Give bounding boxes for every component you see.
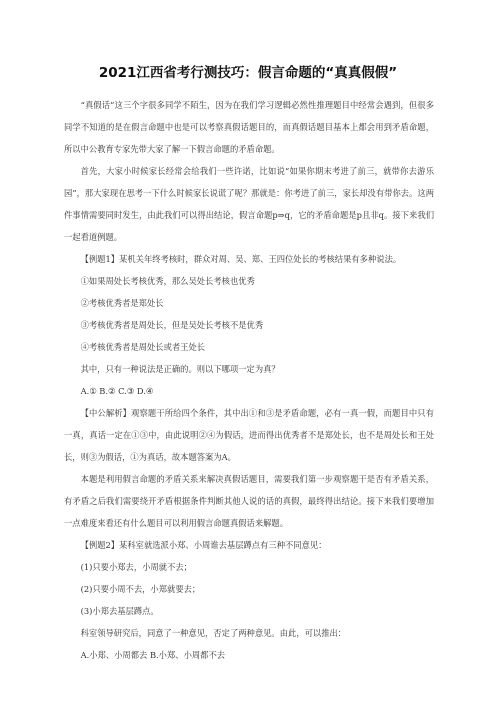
example1-statement-2: ②考核优秀者是郑处长 [80, 298, 164, 308]
example1-analysis: 【中公解析】观察题干所给四个条件，其中出①和③是矛盾命题，必有一真一假，而题目中只有一真，真话一定在①③中，由此说明②④为假话，进而得出优秀者不是郑处长，也不是周处长和王处长，则③为假话，①为真话，故本题答案为A。 [64, 408, 434, 462]
summary-paragraph: 本题是利用假言命题的矛盾关系来解决真假话题目，需要我们第一步观察题干是否有矛盾关系，有矛盾之后我们需要绕开矛盾根据条件判断其他人说的话的真假，最终得出结论。接下来我们要增加一点难度来看还有什么题目可以利用假言命题真假话来解题。 [64, 474, 434, 528]
example2-options: A.小郑、小周都去 B.小郑、小周都不去 [80, 650, 226, 660]
example2-opinion-3: (3)小郑去基层蹲点。 [80, 606, 159, 616]
intro-paragraph: “真假话”这三个字很多同学不陌生，因为在我们学习逻辑必然性推理题目中经常会遇到，但很多同学不知道的是在假言命题中也是可以考察真假话题目的，而真假话题目基本上都会用到矛盾命题，所以中公教育专家先带大家了解一下假言命题的矛盾命题。 [64, 100, 434, 154]
document-body [64, 94, 434, 666]
document-title: 2021江西省考行测技巧：假言命题的“真真假假” [98, 65, 398, 81]
example1-statement-4: ④考核优秀者是周处长或者王处长 [80, 342, 206, 352]
example2-prompt: 科室领导研究后，同意了一种意见，否定了两种意见。由此，可以推出： [80, 628, 347, 638]
example1-question: 【例题1】某机关年终考核时，群众对周、吴、郑、王四位处长的考核结果有多种说法。 [80, 254, 402, 264]
example2-opinion-1: (1)只要小郑去，小周就不去； [80, 562, 192, 572]
example1-statement-3: ③考核优秀者是周处长，但是吴处长考核不是优秀 [80, 320, 264, 330]
example1-statement-1: ①如果周处长考核优秀，那么吴处长考核也优秀 [80, 276, 255, 286]
example2-question: 【例题2】某科室就选派小郑、小周谁去基层蹲点有三种不同意见： [80, 540, 327, 550]
explanation-paragraph: 首先，大家小时候家长经常会给我们一些许诺，比如说“如果你期末考进了前三，就带你去游乐园”，那大家现在思考一下什么时候家长说谎了呢？那就是：你考进了前三，家长却没有带你去。这两件事情需要同时发生，由此我们可以得出结论，假言命题p⇒q，它的矛盾命题是p且非q。接下来我们一起看道例题。 [64, 166, 434, 242]
example2-opinion-2: (2)只要小周不去，小郑就要去； [80, 584, 201, 594]
example1-options: A.① B.② C.③ D.④ [80, 386, 154, 396]
example1-prompt: 其中，只有一种说法是正确的。则以下哪项一定为真？ [80, 364, 280, 374]
